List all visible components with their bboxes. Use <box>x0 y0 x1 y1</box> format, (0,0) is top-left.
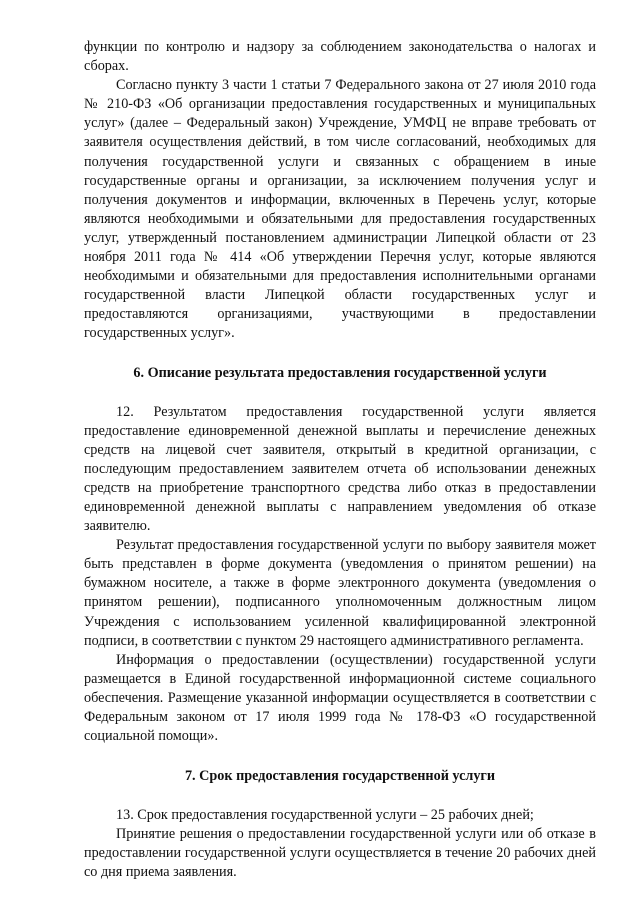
paragraph-result-form: Результат предоставления государственной услуги по выбору заявителя может быть представлен в форме документа (уведомления о принятом решении) на бумажном носителе, а также в форме электронного документа (уведомления о принятом решении), подписанного уполномоченным должностным лицом Учреждения с использованием усиленной квалифицированной электронной подписи, в соответствии с пунктом 29 настоящего административного регламента. <box>84 537 596 649</box>
paragraph-info-placement: Информация о предоставлении (осуществлении) государственной услуги размещается в Единой государственной информационной системе социального обеспечения. Размещение указанной информации осуществляется в соответствии с Федеральным законом от 17 июля 1999 года № 178-ФЗ «О государственной социальной помощи». <box>84 651 596 745</box>
paragraph-12-result: 12. Результатом предоставления государственной услуги является предоставление единовременной денежной выплаты и перечисление денежных средств на лицевой счет заявителя, открытый в кредитной организации, с последующим предоставлением заявителем отчета об использовании денежных средств на приобретение транспортного средства либо отказ в предоставлении единовременной денежной выплаты с направлением уведомления об отказе заявителю. <box>84 403 596 535</box>
paragraph-13-term: 13. Срок предоставления государственной услуги – 25 рабочих дней; <box>116 807 534 824</box>
paragraph-decision-term: Принятие решения о предоставлении государственной услуги или об отказе в предоставлении государственной услуги осуществляется в течение 20 рабочих дней со дня приема заявления. <box>84 826 596 881</box>
section-7-heading: 7. Срок предоставления государственной услуги <box>184 768 496 785</box>
paragraph-article-7: Согласно пункту 3 части 1 статьи 7 Федерального закона от 27 июля 2010 года № 210-ФЗ «Об организации предоставления государственных и муниципальных услуг» (далее – Федеральный закон) Учреждение, УМФЦ не вправе требовать от заявителя осуществления действий, в том числе согласований, необходимых для получения государственной услуги и связанных с обращением в иные государственные органы и организации, за исключением получения услуг и получения документов и информации, включенных в Перечень услуг, которые являются необходимыми и обязательными для предоставления государственных услуг, утвержденный постановлением администрации Липецкой области от 23 ноября 2011 года № 414 «Об утверждении Перечня услуг, которые являются необходимыми и обязательными для предоставления исполнительными органами государственной власти Липецкой области государственных услуг и предоставляются организациями, участвующими в предоставлении государственных услуг». <box>84 77 596 342</box>
section-6-heading: 6. Описание результата предоставления государственной услуги <box>133 364 547 381</box>
paragraph-continuation: функции по контролю и надзору за соблюдением законодательства о налогах и сборах. <box>84 39 596 75</box>
